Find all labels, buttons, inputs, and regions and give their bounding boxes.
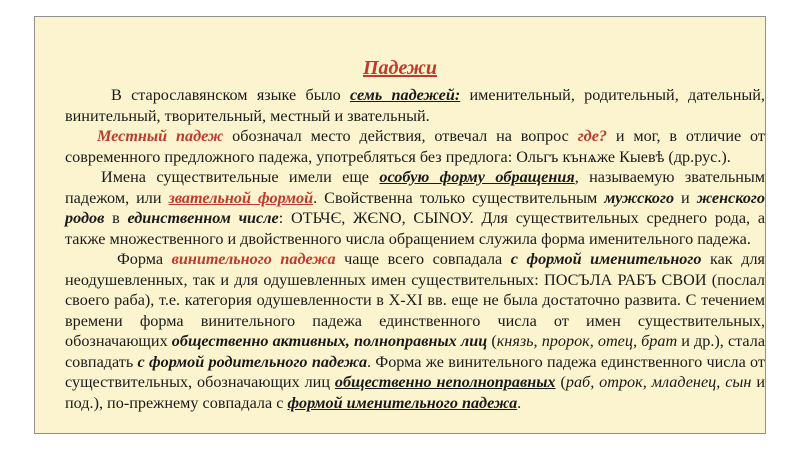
p1-text-end: именительный, родительный, дательный, винительный, творительный, местный и звательный. (65, 86, 765, 125)
p1-emphasis: семь падежей: (350, 86, 461, 104)
p2-text: обозначал место действия, отвечал на вопрос (223, 127, 578, 145)
text-body (65, 85, 765, 413)
p4-examples-1: князь, пророк, отец, брат (496, 332, 678, 350)
term-accusative: винительного падежа (171, 250, 336, 268)
p4-text-4: и др.), стала совпадать (65, 332, 766, 371)
paragraph-3 (65, 167, 765, 249)
paragraph-2 (65, 126, 765, 167)
p3-text-end: : ОТЬЧЄ, ЖЄNО, СЫNОУ. Для существительных среднего рода, а также множественного и двойственного числа обращением служила форма именительного падежа. (65, 209, 765, 248)
p4-text-5: . Форма же винительного падежа единственного числа от существительных, обозначающих лиц (65, 352, 766, 391)
paragraph-1 (65, 85, 765, 126)
term-locative: Местный падеж (97, 127, 224, 145)
question-where: где? (577, 127, 607, 145)
p4-genitive-form: с формой родительного падежа (137, 352, 368, 371)
p4-nominative-final: формой именительного падежа (287, 393, 518, 412)
p3-text: Имена существительные имели еще (101, 168, 380, 186)
p4-active-persons: общественно активных, полноправных лиц (171, 332, 488, 350)
p4-nominative-form: с формой именительного (510, 250, 702, 268)
paragraph-4 (65, 249, 765, 413)
term-vocative: звательной формой (168, 188, 314, 207)
p4-examples-2: раб, отрок, младенец, сын (565, 373, 752, 391)
p3-feminine: женского родов (65, 188, 765, 227)
p4-text: Форма (117, 250, 172, 268)
page-title (35, 56, 765, 80)
p4-text-3: как для неодушевленных, так и для одушевленных имен существительных: ПОСЪЛА РАБЪ СВОИ (послал своего раба), т.е. категория одушевленности в X-XI вв. еще не была достаточно развита. С течением времени форма винительного падежа единственного числа от имен существительных, обозначающих (65, 250, 765, 350)
p4-text-6: и под.), по-прежнему совпадала с (65, 373, 765, 412)
p3-masculine: мужского (604, 188, 675, 207)
p3-text-4: и (674, 188, 697, 207)
p1-text: В старославянском языке было (111, 86, 351, 104)
title-text: Падежи (362, 57, 438, 79)
p3-text-3: . Свойственна только существительным (313, 188, 605, 207)
p4-period: . (517, 393, 522, 412)
p4-text-2: чаще всего совпадала (335, 250, 511, 268)
p3-text-2: , называемую звательным падежом, или (65, 168, 765, 207)
p3-singular: единственном числе (127, 209, 279, 227)
p4-dependent-persons: общественно неполноправных (334, 373, 556, 391)
p2-text-end: и мог, в отличие от современного предложного падежа, употребляться без предлога: Ольгъ кънѧже Кыевѣ (др.рус.). (65, 127, 765, 166)
p4-paren-open: ( (487, 332, 497, 350)
p4-paren-open-2: ( (555, 373, 566, 391)
p3-emphasis-address: особую форму обращения (379, 168, 575, 186)
p3-text-5: в (104, 209, 128, 227)
slide (34, 16, 766, 434)
